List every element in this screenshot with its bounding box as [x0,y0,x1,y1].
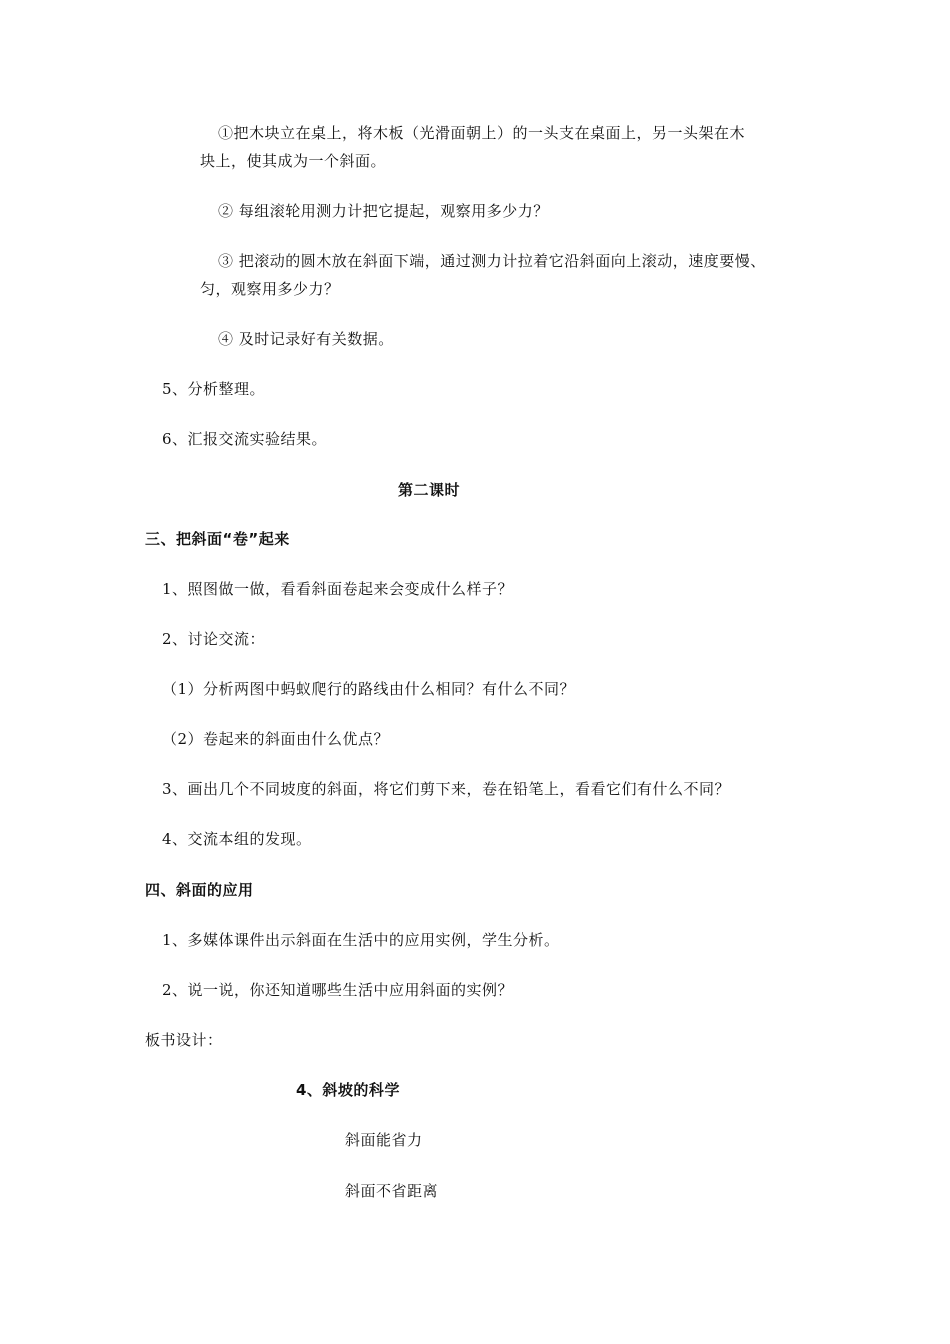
step-3-line-2: 匀，观察用多少力？ [200,280,340,298]
step-1-line-2: 块上，使其成为一个斜面。 [200,152,387,170]
item-analyze: 5、分析整理。 [162,380,266,398]
step-2: ② 每组滚轮用测力计把它提起，观察用多少力？ [218,202,549,220]
board-line-1: 斜面能省力 [345,1131,423,1149]
step-3-line-1: ③ 把滚动的圆木放在斜面下端，通过测力计拉着它沿斜面向上滚动，速度要慢、 [218,252,766,270]
board-title: 4、斜坡的科学 [296,1081,400,1099]
board-line-2: 斜面不省距离 [345,1182,439,1200]
step-4: ④ 及时记录好有关数据。 [218,330,394,348]
section-4-heading: 四、斜面的应用 [145,881,254,899]
section-3-heading: 三、把斜面“卷”起来 [145,530,290,548]
board-label: 板书设计： [145,1031,223,1049]
lesson-2-title: 第二课时 [398,481,461,499]
section-3-item-2-sub-2: （2）卷起来的斜面由什么优点？ [162,730,390,748]
step-1-line-1: ①把木块立在桌上，将木板（光滑面朝上）的一头支在桌面上，另一头架在木 [218,124,746,142]
section-3-item-2-sub-1: （1）分析两图中蚂蚁爬行的路线由什么相同？有什么不同？ [162,680,576,698]
section-3-item-4: 4、交流本组的发现。 [162,830,312,848]
section-3-item-2: 2、讨论交流： [162,630,266,648]
section-4-item-2: 2、说一说，你还知道哪些生活中应用斜面的实例？ [162,981,514,999]
section-3-item-1: 1、照图做一做，看看斜面卷起来会变成什么样子？ [162,580,514,598]
item-report: 6、汇报交流实验结果。 [162,430,328,448]
section-3-item-3: 3、画出几个不同坡度的斜面，将它们剪下来，卷在铅笔上，看看它们有什么不同？ [162,780,731,798]
section-4-item-1: 1、多媒体课件出示斜面在生活中的应用实例，学生分析。 [162,931,560,949]
